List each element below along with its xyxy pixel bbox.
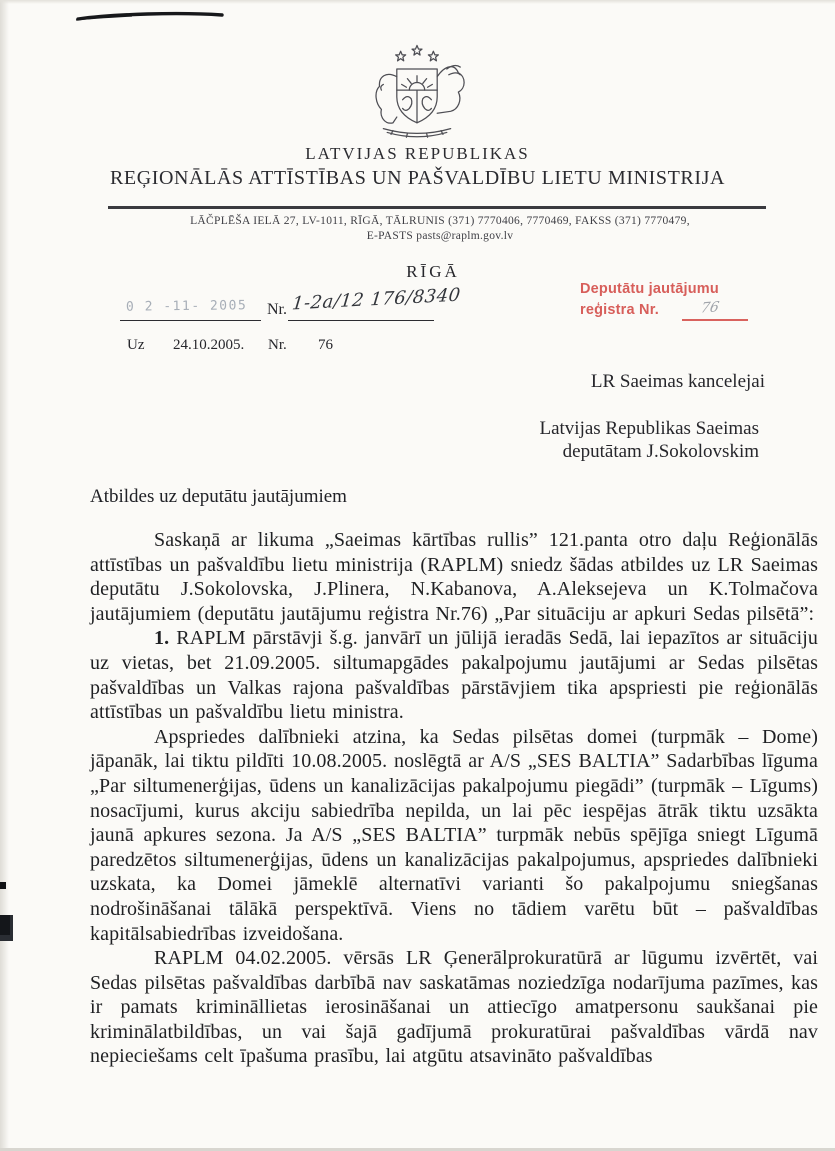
received-date-stamp: 0 2 -11- 2005 xyxy=(125,298,248,315)
header-rule xyxy=(108,206,766,209)
paragraph-text: RAPLM pārstāvji š.g. janvārī un jūlijā ieradās Sedā, lai iepazītos ar situāciju uz vietas, bet 21.09.2005. siltumapgādes pakalpojumu jautājumi ar Sedas pilsētas pašvaldības un Valkas rajona pašvaldības pārstāvjiem tika apspriesti pie reģionālās attīstības un pašvaldību lietu ministra. xyxy=(90,627,818,724)
body-paragraph xyxy=(90,626,818,724)
deputy-register-stamp xyxy=(580,281,719,318)
recipient-line3: deputātam J.Sokolovskim xyxy=(562,441,759,462)
uz-nr-label: Nr. xyxy=(268,337,287,353)
country-title: LATVIJAS REPUBLIKAS xyxy=(305,144,530,163)
recipient-line1: LR Saeimas kancelejai xyxy=(590,371,765,392)
stamp-underline xyxy=(682,319,748,321)
uz-nr-value: 76 xyxy=(318,337,333,353)
scan-edge-top xyxy=(0,0,835,4)
body-paragraph: Saskaņā ar likuma „Saeimas kārtības rullis” 121.panta otro daļu Reģionālās attīstības un pašvaldību lietu ministrija (RAPLM) sniedz šādas atbildes uz LR Saeimas deputātu J.Sokolovska, J.Plinera, N.Kabanova, A.Aleksejeva un K.Tolmačova jautājumiem (deputātu jautājumu reģistra Nr.76) „Par situāciju ar apkuri Sedas pilsētā”: xyxy=(90,529,818,625)
ministry-address-line1: LĀČPLĒŠA IELĀ 27, LV-1011, RĪGĀ, TĀLRUNIS (371) 7770406, 7770469, FAKSS (371) 7770479, xyxy=(190,215,690,227)
stamp-handwritten-number: 76 xyxy=(699,299,721,317)
body-paragraph: Apspriedes dalībnieki atzina, ka Sedas pilsētas domei (turpmāk – Dome) jāpanāk, lai tiktu pildīti 10.08.2005. noslēgtā ar A/S „SES BALTIA” Sadarbības līguma „Par siltumenerģijas, ūdens un kanalizācijas pakalpojumu piegādi” (turpmāk – Līgums) nosacījumi, kurus akciju sabiedrība nepilda, un lai pēc iespējas ātrāk tiktu uzsākta jaunā apkures sezona. Ja A/S „SES BALTIA” turpmāk nebūs spējīga sniegt Līgumā paredzētos siltumenerģijas, ūdens un kanalizācijas pakalpojumus, apspriedes dalībnieki uzskata, ka Domei jāmeklē alternatīvi varianti šo pakalpojumu sniegšanas nodrošināšanai tālākā perspektīvā. Viens no tādiem varētu būt – pašvaldības kapitālsabiedrības izveidošana. xyxy=(90,725,818,945)
stamp-line2: reģistra Nr. xyxy=(580,302,659,318)
letter-body xyxy=(90,528,818,1069)
reference-nr-label: Nr. xyxy=(267,301,287,318)
uz-date: 24.10.2005. xyxy=(173,337,245,353)
ministry-title: REĢIONĀLĀS ATTĪSTĪBAS UN PAŠVALDĪBU LIETU MINISTRIJA xyxy=(109,167,726,189)
scan-blotch-artifact xyxy=(0,915,13,941)
recipient-line2: Latvijas Republikas Saeimas xyxy=(539,418,759,439)
reference-nr-handwritten: 1-2a/12 176/8340 xyxy=(291,284,462,315)
body-paragraph: RAPLM 04.02.2005. vērsās LR Ģenerālprokuratūrā ar lūgumu izvērtēt, vai Sedas pilsētas pašvaldības darbībā nav saskatāmas noziedzīga nodarījuma pazīmes, kas ir pamats krimināllietas ierosināšanai un attiecīgo amatpersonu saukšanai pie kriminālatbildības, un vai šajā gadījumā prokuratūrai pašvaldības vārdā nav nepieciešams celt īpašuma prasību, lai atgūtu atsavināto pašvaldības xyxy=(90,947,818,1068)
pen-mark-artifact xyxy=(74,10,228,24)
reference-underline xyxy=(120,320,261,321)
recipient-block xyxy=(539,417,759,463)
scan-blotch-artifact xyxy=(0,882,6,889)
subject-line: Atbildes uz deputātu jautājumiem xyxy=(90,486,347,507)
paragraph-number: 1. xyxy=(154,627,170,650)
ministry-address-line2: E-PASTS pasts@raplm.gov.lv xyxy=(366,230,514,242)
stamp-line1: Deputātu jautājumu xyxy=(580,281,719,297)
uz-label: Uz xyxy=(127,337,145,353)
reference-underline xyxy=(288,320,434,321)
city-heading: RĪGĀ xyxy=(406,262,460,281)
latvia-coat-of-arms-icon xyxy=(353,44,481,144)
